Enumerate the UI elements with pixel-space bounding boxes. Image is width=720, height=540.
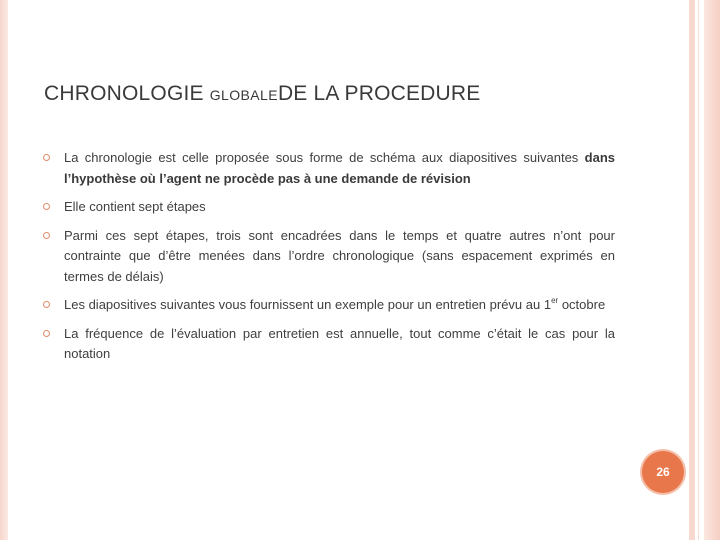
slide-frame-right-line — [698, 0, 699, 540]
bullet-text: Les diapositives suivantes vous fournissent un exemple pour un entretien prévu au 1 — [64, 297, 552, 312]
bullet-bold-text: dans l’hypothèse où l’agent ne procède pas à une demande de révision — [64, 150, 615, 186]
bullet-list — [40, 148, 615, 373]
slide-title — [44, 82, 664, 106]
bullet-item — [40, 197, 615, 218]
bullet-item — [40, 226, 615, 288]
page-number-badge — [642, 451, 684, 493]
bullet-circle-icon — [43, 301, 50, 308]
bullet-text: La chronologie est celle proposée sous forme de schéma aux diapositives suivantes — [64, 150, 585, 165]
bullet-circle-icon — [43, 154, 50, 161]
slide-frame-right — [689, 0, 695, 540]
slide-frame-right-edge — [704, 0, 720, 540]
bullet-text: Elle contient sept étapes — [64, 199, 206, 214]
slide-frame-left — [0, 0, 8, 540]
bullet-item — [40, 324, 615, 365]
page-number: 26 — [656, 465, 670, 479]
title-part-3: DE LA PROCEDURE — [277, 82, 481, 105]
bullet-superscript: er — [551, 296, 559, 305]
bullet-item — [40, 295, 615, 316]
bullet-circle-icon — [43, 232, 50, 239]
bullet-text: Parmi ces sept étapes, trois sont encadrées dans le temps et quatre autres n’ont pour contrainte que d’être menées dans l’ordre chronologique (sans espacement exprimés en termes de délais) — [64, 227, 615, 284]
bullet-circle-icon — [43, 330, 50, 337]
title-part-2: GLOBALE — [209, 87, 278, 103]
title-part-1: CHRONOLOGIE — [44, 82, 210, 105]
bullet-text-after: octobre — [558, 297, 606, 312]
bullet-circle-icon — [43, 203, 50, 210]
bullet-item — [40, 148, 615, 189]
bullet-text: La fréquence de l’évaluation par entretien est annuelle, tout comme c’était le cas pour la notation — [64, 325, 615, 361]
